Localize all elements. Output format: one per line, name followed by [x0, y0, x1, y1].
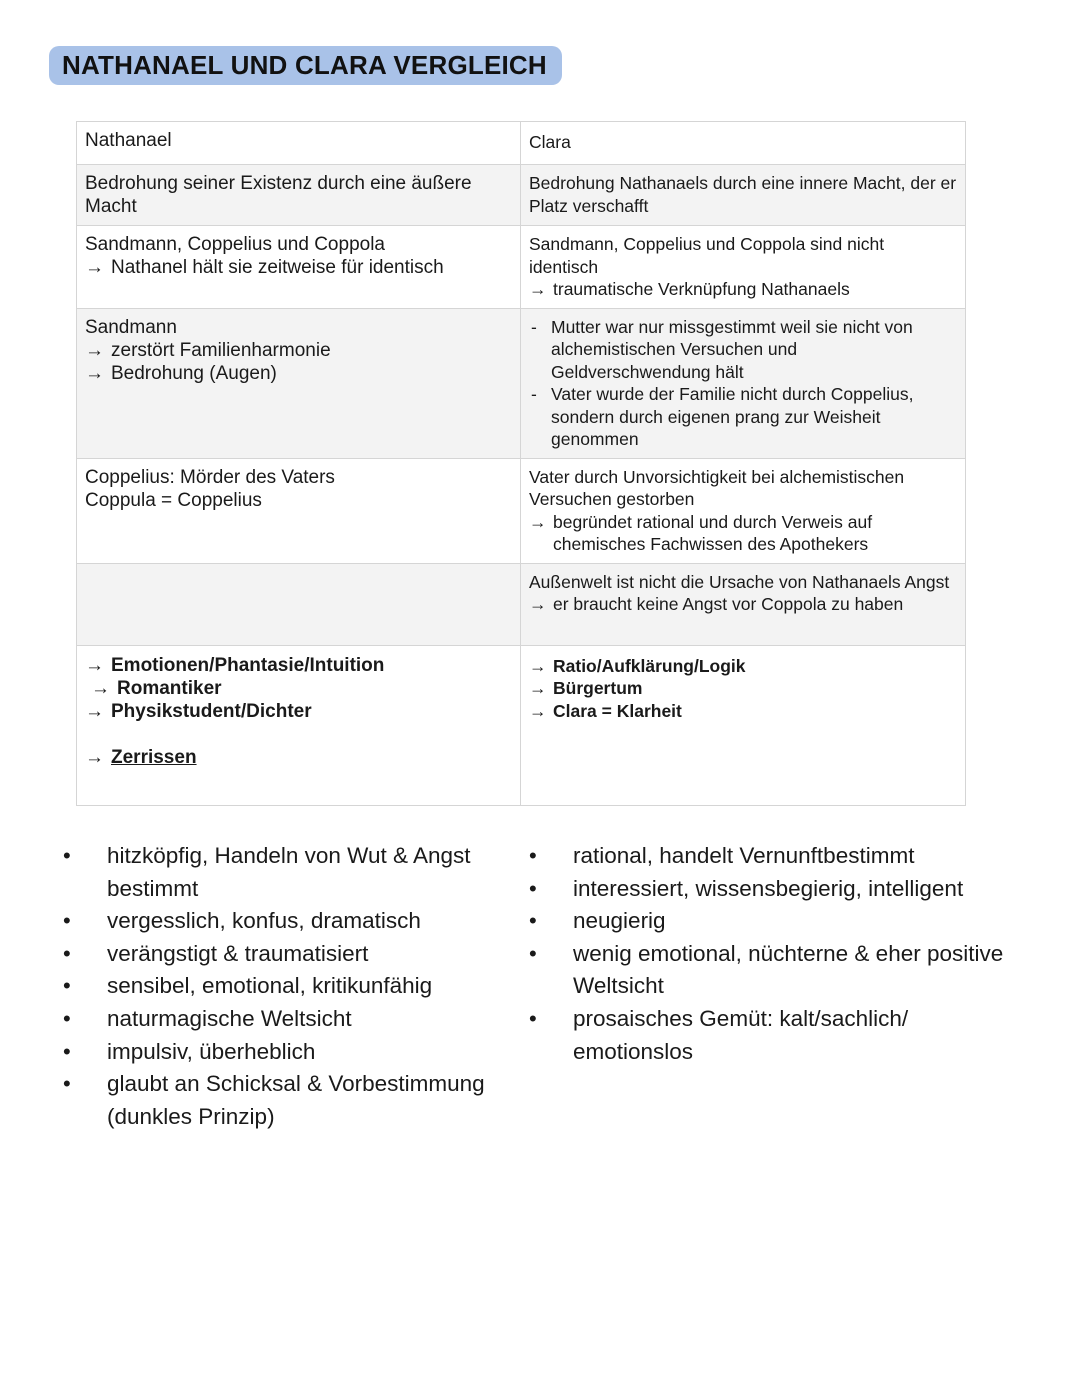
- dash-list-item: [529, 383, 957, 451]
- cell-text: traumatische Verknüpfung Nathanaels: [553, 279, 850, 299]
- cell-text: Sandmann, Coppelius und Coppola sind nicht identisch: [529, 234, 885, 277]
- list-item-text: glaubt an Schicksal & Vorbestimmung (dunkles Prinzip): [107, 1071, 485, 1129]
- bullet-icon: •: [529, 843, 537, 868]
- table-row: [77, 563, 966, 645]
- spacer: [85, 723, 512, 746]
- list-item-text: sensibel, emotional, kritikunfähig: [107, 973, 433, 999]
- cell-nathanael: [77, 308, 521, 458]
- list-item: [58, 1036, 498, 1069]
- list-item-text: vergesslich, konfus, dramatisch: [107, 908, 421, 934]
- arrow-line: [529, 278, 957, 301]
- arrow-line: [529, 655, 957, 678]
- arrow-right-icon: →: [85, 700, 104, 722]
- arrow-line: [85, 746, 512, 769]
- table-row: [77, 165, 966, 226]
- list-item-text: naturmagische Weltsicht: [107, 1005, 352, 1031]
- cell-text: Vater wurde der Familie nicht durch Coppelius, sondern durch eigenen prang zur Weisheit genommen: [551, 384, 914, 449]
- cell-clara: [521, 645, 966, 805]
- arrow-line: [529, 700, 957, 723]
- cell-text: Romantiker: [117, 677, 222, 699]
- arrow-right-icon: →: [85, 746, 104, 768]
- list-item-text: impulsiv, überheblich: [107, 1038, 316, 1064]
- traits-nathanael-list: [58, 840, 498, 1133]
- arrow-right-icon: →: [85, 339, 104, 361]
- bullet-icon: •: [63, 940, 71, 966]
- bullet-icon: •: [529, 908, 537, 934]
- list-item-text: hitzköpfig, Handeln von Wut & Angst bestimmt: [107, 843, 471, 901]
- list-item-text: rational, handelt Vernunftbestimmt: [573, 843, 915, 868]
- arrow-right-icon: →: [529, 700, 547, 721]
- dash-marker: -: [531, 384, 537, 404]
- dash-list-item: [529, 316, 957, 384]
- table-row: [77, 458, 966, 563]
- cell-nathanael: [77, 226, 521, 309]
- arrow-line: [529, 677, 957, 700]
- cell-nathanael: [77, 645, 521, 805]
- bullet-icon: •: [529, 1005, 537, 1031]
- cell-text: Bedrohung (Augen): [111, 362, 277, 384]
- cell-text: begründet rational und durch Verweis auf chemisches Fachwissen des Apothekers: [553, 511, 873, 554]
- list-item-text: wenig emotional, nüchterne & eher positive Weltsicht: [573, 940, 1004, 999]
- cell-text: er braucht keine Angst vor Coppola zu haben: [553, 594, 904, 614]
- list-item: [524, 1003, 1024, 1068]
- list-item: [58, 905, 498, 938]
- list-item: [524, 905, 1024, 938]
- page-title: NATHANAEL UND CLARA VERGLEICH: [49, 46, 562, 85]
- arrow-right-icon: →: [85, 654, 104, 676]
- cell-text: Physikstudent/Dichter: [111, 700, 312, 722]
- arrow-right-icon: →: [91, 677, 110, 699]
- arrow-line: [85, 256, 512, 279]
- list-item: [58, 970, 498, 1003]
- arrow-line: [85, 339, 512, 362]
- cell-text: Vater durch Unvorsichtigkeit bei alchemistischen Versuchen gestorben: [529, 466, 905, 509]
- list-item-text: prosaisches Gemüt: kalt/sachlich/ emotionslos: [573, 1005, 909, 1064]
- cell-text: Sandmann, Coppelius und Coppola: [85, 234, 385, 255]
- arrow-right-icon: →: [529, 655, 547, 676]
- arrow-right-icon: →: [529, 594, 547, 614]
- arrow-right-icon: →: [85, 257, 104, 278]
- arrow-right-icon: →: [529, 511, 547, 532]
- cell-text: Emotionen/Phantasie/Intuition: [111, 654, 385, 676]
- cell-text: zerstört Familienharmonie: [111, 339, 331, 361]
- arrow-line: [85, 700, 512, 723]
- list-item: [58, 1068, 498, 1133]
- list-item-text: interessiert, wissensbegierig, intelligent: [573, 875, 964, 901]
- table-row: [77, 226, 966, 309]
- arrow-line: [85, 677, 512, 700]
- bullet-icon: •: [63, 908, 71, 934]
- bullet-icon: •: [63, 1038, 71, 1064]
- cell-text: Coppelius: Mörder des Vaters: [85, 466, 335, 488]
- cell-clara: [521, 165, 966, 226]
- dash-marker: -: [531, 316, 537, 337]
- list-item: [524, 873, 1024, 906]
- cell-text: Clara = Klarheit: [553, 700, 682, 721]
- list-item: [524, 840, 1024, 873]
- arrow-line: [85, 362, 512, 385]
- cell-nathanael-empty: [77, 563, 521, 645]
- bullet-icon: •: [63, 1005, 71, 1031]
- cell-text: Bürgertum: [553, 678, 643, 698]
- cell-nathanael: [77, 165, 521, 226]
- cell-nathanael: [77, 458, 521, 563]
- arrow-line: [529, 593, 957, 616]
- cell-clara: [521, 226, 966, 309]
- bullet-icon: •: [63, 973, 71, 999]
- bullet-icon: •: [529, 875, 537, 901]
- list-item-text: neugierig: [573, 908, 666, 934]
- header-clara: Clara: [521, 122, 966, 165]
- arrow-line: [85, 654, 512, 677]
- list-item: [524, 938, 1024, 1003]
- list-item: [58, 1003, 498, 1036]
- comparison-table: [76, 121, 966, 806]
- cell-text: Ratio/Aufklärung/Logik: [553, 655, 746, 676]
- traits-clara-list: [524, 840, 1024, 1068]
- table-header-row: [77, 122, 966, 165]
- arrow-line: [529, 511, 957, 556]
- bullet-icon: •: [529, 940, 537, 966]
- arrow-right-icon: →: [529, 678, 547, 698]
- table-row: [77, 308, 966, 458]
- cell-text: Coppula = Coppelius: [85, 489, 262, 511]
- arrow-right-icon: →: [85, 362, 104, 384]
- list-item: [58, 938, 498, 971]
- cell-text: Sandmann: [85, 316, 177, 338]
- list-item-text: verängstigt & traumatisiert: [107, 940, 369, 966]
- cell-clara: [521, 458, 966, 563]
- cell-text: Mutter war nur missgestimmt weil sie nicht von alchemistischen Versuchen und Geldverschwendung hält: [551, 316, 913, 382]
- list-item: [58, 840, 498, 905]
- cell-text: Außenwelt ist nicht die Ursache von Nathanaels Angst: [529, 571, 950, 592]
- arrow-right-icon: →: [529, 279, 547, 299]
- cell-clara: [521, 308, 966, 458]
- bullet-icon: •: [63, 843, 71, 868]
- cell-clara: [521, 563, 966, 645]
- table-row: [77, 645, 966, 805]
- bullet-icon: •: [63, 1071, 71, 1097]
- cell-text: Nathanel hält sie zeitweise für identisch: [111, 257, 444, 278]
- cell-text: Bedrohung Nathanaels durch eine innere Macht, der er Platz verschafft: [529, 173, 957, 216]
- cell-text: Zerrissen: [111, 746, 197, 768]
- header-nathanael: Nathanael: [77, 122, 521, 165]
- cell-text: Bedrohung seiner Existenz durch eine äußere Macht: [85, 173, 472, 217]
